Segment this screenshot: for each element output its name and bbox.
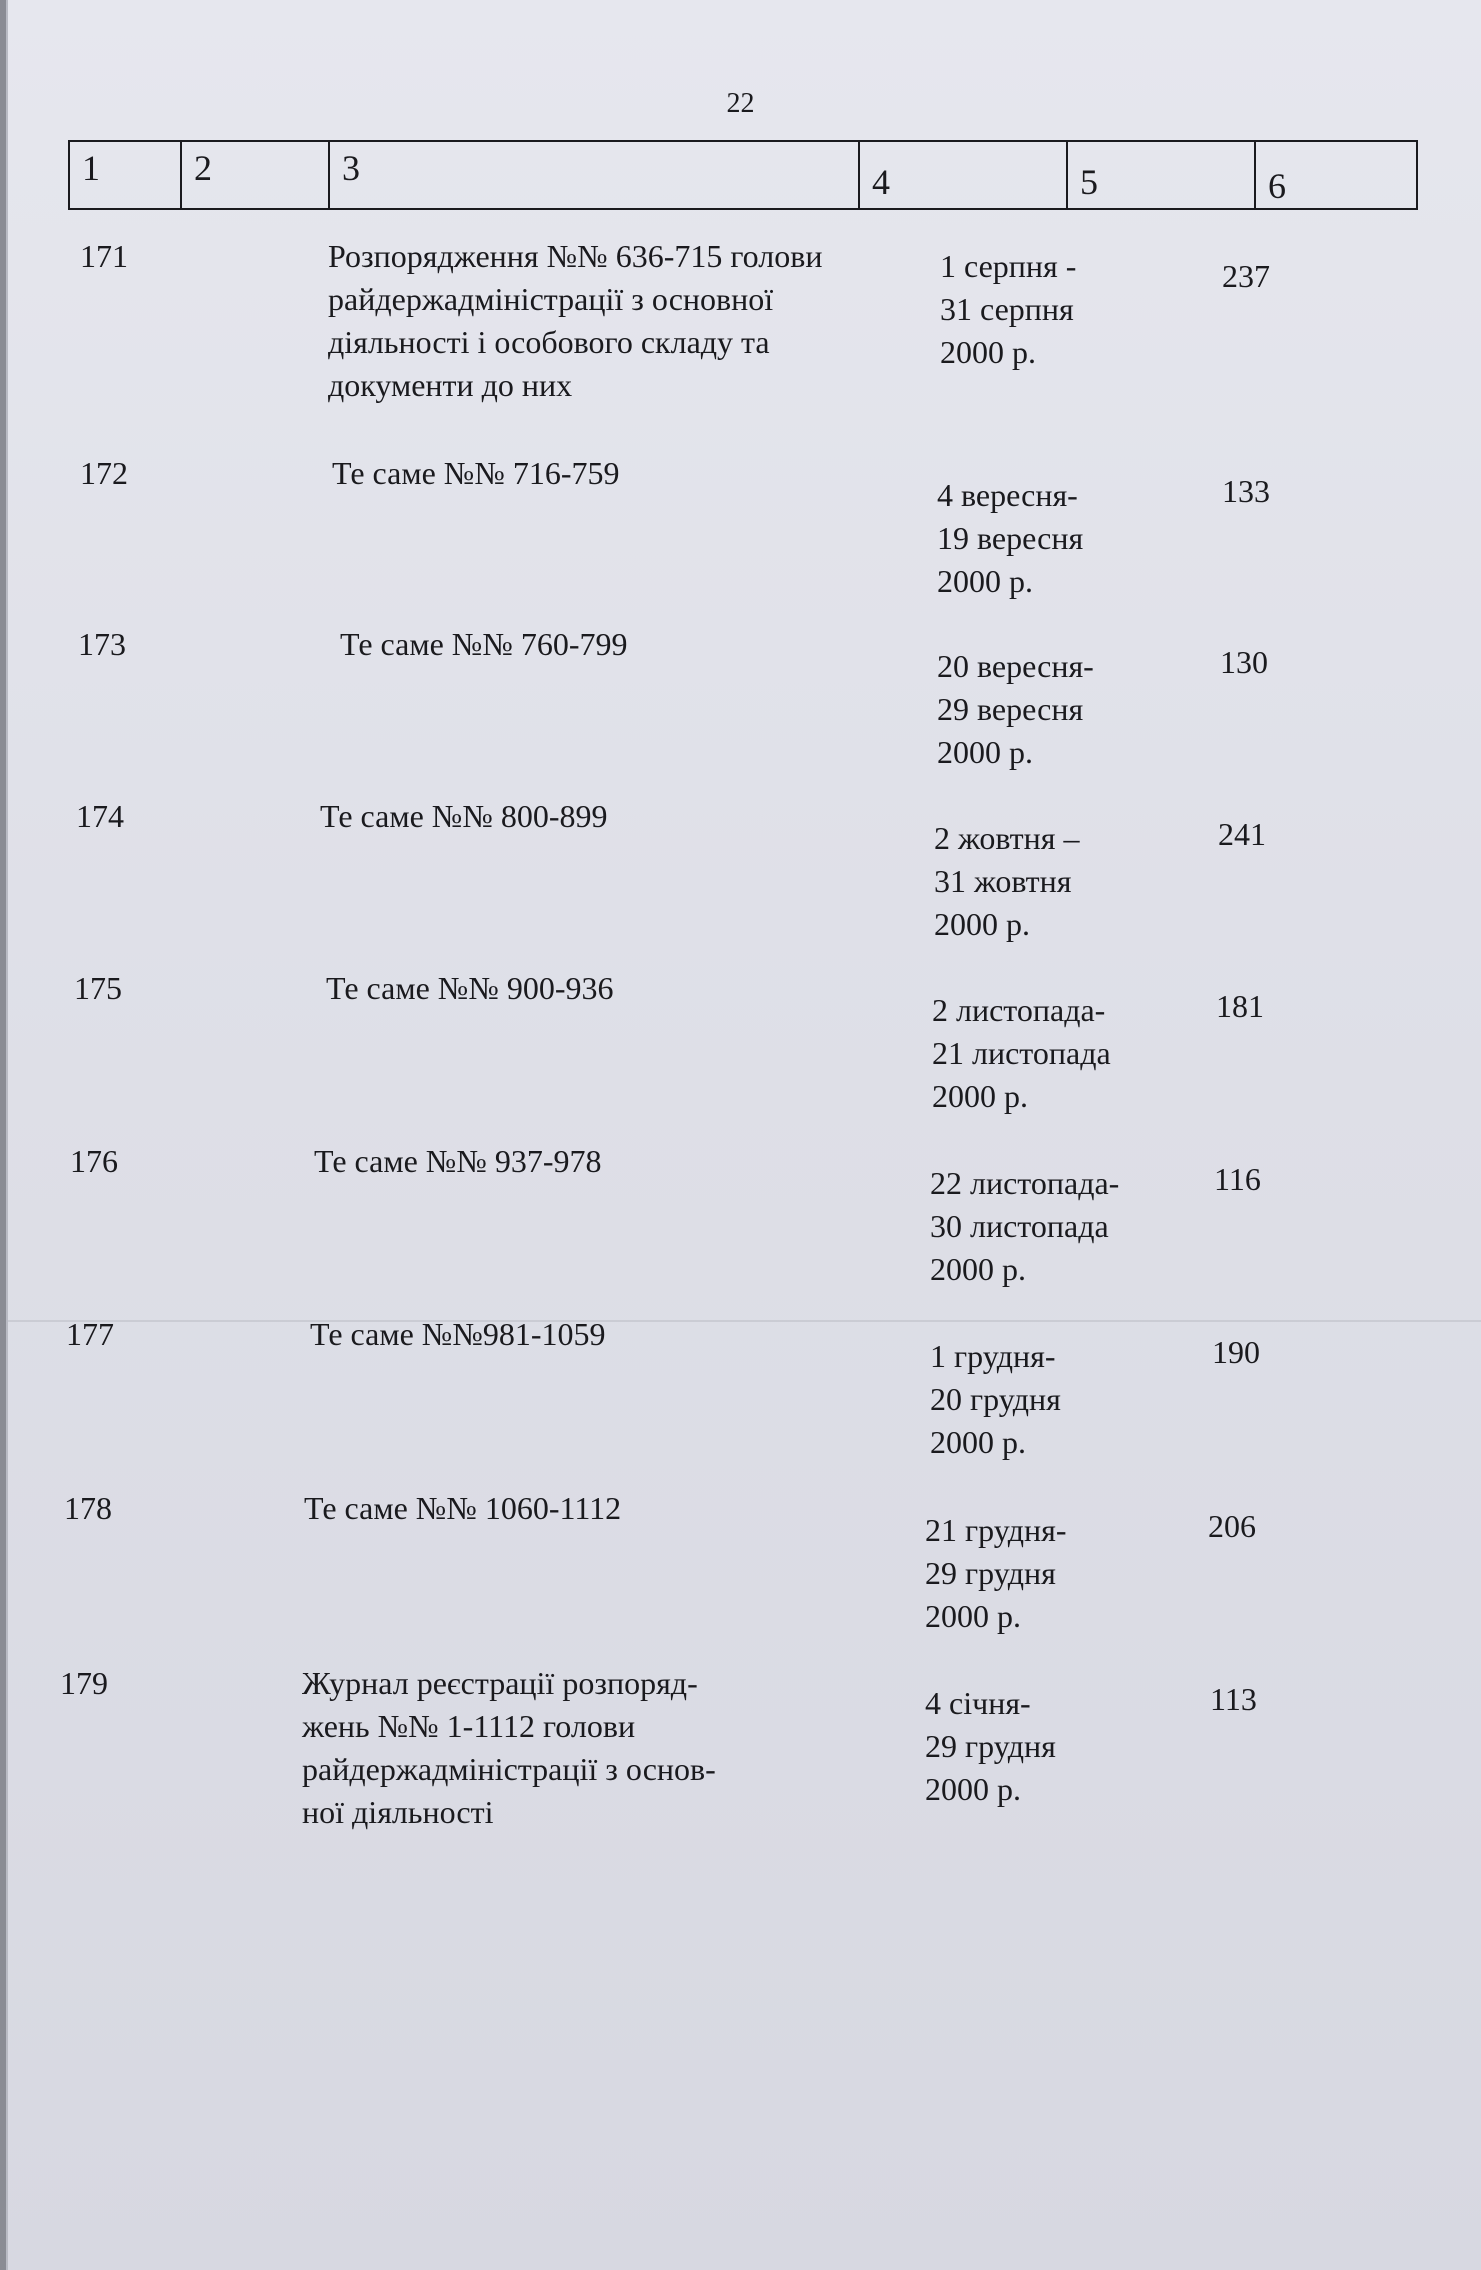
row-number: 179: [60, 1665, 108, 1701]
row-sheet-count: 113: [1210, 1681, 1257, 1717]
header-col-4: 4: [860, 142, 1068, 208]
row-dates: [940, 245, 1170, 374]
row-title: [320, 795, 940, 838]
row-title: [328, 235, 948, 407]
row-title: [332, 452, 952, 495]
row-title-line: жень №№ 1-1112 голови: [302, 1708, 636, 1744]
row-number: 177: [66, 1316, 114, 1352]
row-date-line: 31 серпня: [940, 291, 1074, 327]
row-title-line: Те саме №№981-1059: [310, 1316, 606, 1352]
row-dates: [934, 817, 1164, 946]
row-sheet-count: 237: [1222, 258, 1270, 294]
row-date-line: 2 листопада-: [932, 992, 1106, 1028]
row-dates: [937, 645, 1167, 774]
header-col-2: 2: [182, 142, 330, 208]
table-header: [68, 140, 1418, 210]
row-title: [314, 1140, 934, 1183]
row-title: [326, 967, 946, 1010]
row-title-line: Те саме №№ 716-759: [332, 455, 620, 491]
row-title-line: Те саме №№ 800-899: [320, 798, 608, 834]
row-dates: [930, 1162, 1160, 1291]
row-number: 171: [80, 238, 128, 274]
row-sheet-count: 181: [1216, 988, 1264, 1024]
row-date-line: 2000 р.: [932, 1078, 1028, 1114]
header-col-5: 5: [1068, 142, 1256, 208]
row-date-line: 21 листопада: [932, 1035, 1111, 1071]
row-date-line: 4 січня-: [925, 1685, 1031, 1721]
row-number: 178: [64, 1490, 112, 1526]
row-title-line: Те саме №№ 760-799: [340, 626, 628, 662]
row-title-line: райдержадміністрації з основ-: [302, 1751, 716, 1787]
row-dates: [930, 1335, 1160, 1464]
row-date-line: 2 жовтня –: [934, 820, 1080, 856]
row-date-line: 2000 р.: [937, 563, 1033, 599]
row-title: [302, 1662, 922, 1834]
row-title-line: документи до них: [328, 367, 573, 403]
row-sheet-count: 241: [1218, 816, 1266, 852]
row-date-line: 29 грудня: [925, 1555, 1056, 1591]
row-dates: [937, 474, 1167, 603]
row-date-line: 2000 р.: [930, 1424, 1026, 1460]
row-date-line: 22 листопада-: [930, 1165, 1120, 1201]
header-col-1: 1: [70, 142, 182, 208]
row-date-line: 20 грудня: [930, 1381, 1061, 1417]
row-title-line: діяльності і особового складу та: [328, 324, 770, 360]
row-number: 173: [78, 626, 126, 662]
row-title: [340, 623, 960, 666]
row-date-line: 1 грудня-: [930, 1338, 1056, 1374]
row-date-line: 2000 р.: [937, 734, 1033, 770]
row-dates: [932, 989, 1162, 1118]
row-date-line: 30 листопада: [930, 1208, 1109, 1244]
row-date-line: 2000 р.: [925, 1771, 1021, 1807]
row-title-line: Те саме №№ 937-978: [314, 1143, 602, 1179]
row-number: 172: [80, 455, 128, 491]
row-dates: [925, 1682, 1155, 1811]
row-date-line: 1 серпня -: [940, 248, 1077, 284]
row-sheet-count: 133: [1222, 473, 1270, 509]
row-title-line: Розпорядження №№ 636-715 голови: [328, 238, 823, 274]
row-date-line: 19 вересня: [937, 520, 1084, 556]
row-number: 174: [76, 798, 124, 834]
row-title-line: Те саме №№ 900-936: [326, 970, 614, 1006]
row-date-line: 31 жовтня: [934, 863, 1072, 899]
row-date-line: 29 грудня: [925, 1728, 1056, 1764]
row-dates: [925, 1509, 1155, 1638]
row-date-line: 2000 р.: [940, 334, 1036, 370]
row-date-line: 2000 р.: [930, 1251, 1026, 1287]
row-number: 176: [70, 1143, 118, 1179]
row-date-line: 4 вересня-: [937, 477, 1078, 513]
row-date-line: 29 вересня: [937, 691, 1084, 727]
row-title-line: ної діяльності: [302, 1794, 494, 1830]
row-title: [310, 1313, 930, 1356]
row-title: [304, 1487, 924, 1530]
row-sheet-count: 130: [1220, 644, 1268, 680]
row-title-line: Журнал реєстрації розпоряд-: [302, 1665, 698, 1701]
row-title-line: Те саме №№ 1060-1112: [304, 1490, 622, 1526]
header-col-6: 6: [1268, 166, 1286, 206]
row-date-line: 2000 р.: [925, 1598, 1021, 1634]
row-number: 175: [74, 970, 122, 1006]
row-title-line: райдержадміністрації з основної: [328, 281, 774, 317]
row-date-line: 20 вересня-: [937, 648, 1094, 684]
row-sheet-count: 206: [1208, 1508, 1256, 1544]
row-date-line: 21 грудня-: [925, 1512, 1067, 1548]
row-sheet-count: 190: [1212, 1334, 1260, 1370]
row-date-line: 2000 р.: [934, 906, 1030, 942]
page-number: 22: [726, 88, 755, 119]
row-sheet-count: 116: [1214, 1161, 1261, 1197]
header-col-3: 3: [330, 142, 860, 208]
